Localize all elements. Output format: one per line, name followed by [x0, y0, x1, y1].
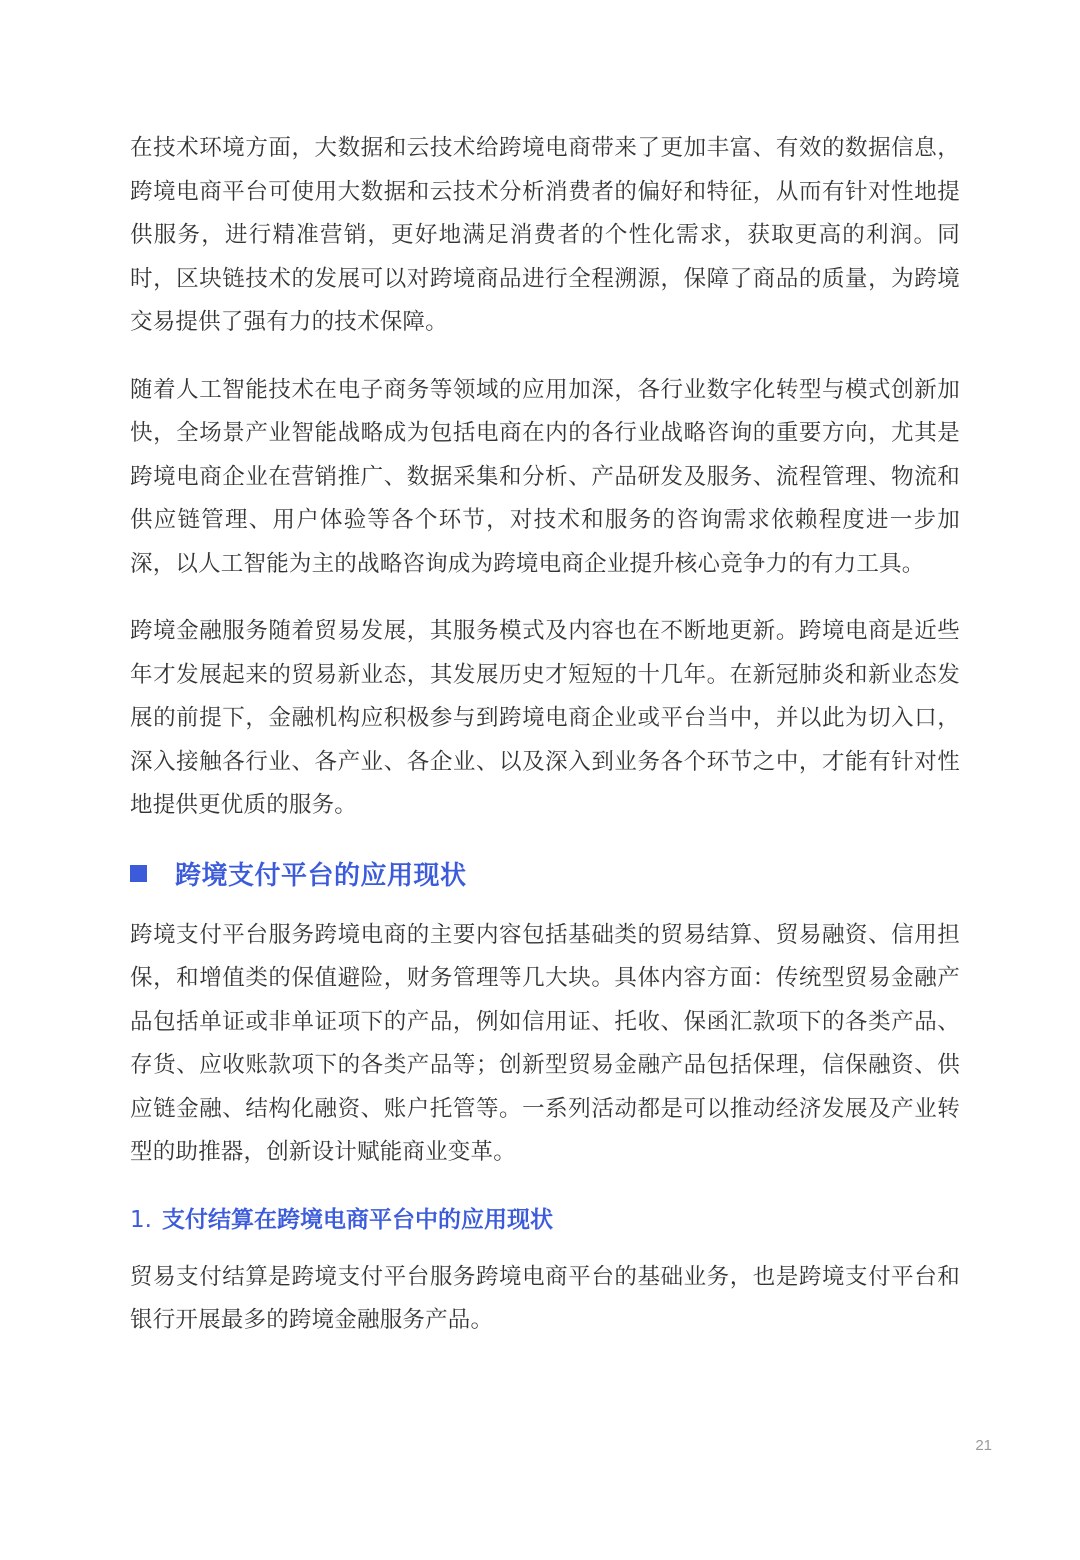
body-paragraph-cross-border-finance: 跨境金融服务随着贸易发展，其服务模式及内容也在不断地更新。跨境电商是近些年才发展起来的贸易新业态，其发展历史才短短的十几年。在新冠肺炎和新业态发展的前提下，金融机构应积极参与到跨境电商企业或平台当中，并以此为切入口，深入接触各行业、各产业、各企业、以及深入到业务各个环节之中，才能有针对性地提供更优质的服务。 [130, 618, 960, 818]
body-paragraph-ai-consulting: 随着人工智能技术在电子商务等领域的应用加深，各行业数字化转型与模式创新加快，全场景产业智能战略成为包括电商在内的各行业战略咨询的重要方向，尤其是跨境电商企业在营销推广、数据采集和分析、产品研发及服务、流程管理、物流和供应链管理、用户体验等各个环节，对技术和服务的咨询需求依赖程度进一步加深，以人工智能为主的战略咨询成为跨境电商企业提升核心竞争力的有力工具。 [130, 376, 960, 577]
subsection-heading [130, 1199, 960, 1242]
subsection-number: 1. [130, 1206, 152, 1233]
section-paragraph: 跨境支付平台服务跨境电商的主要内容包括基础类的贸易结算、贸易融资、信用担保，和增值类的保值避险，财务管理等几大块。具体内容方面：传统型贸易金融产品包括单证或非单证项下的产品，例如信用证、托收、保函汇款项下的各类产品、存货、应收账款项下的各类产品等；创新型贸易金融产品包括保理，信保融资、供应链金融、结构化融资、账户托管等。一系列活动都是可以推动经济发展及产业转型的助推器，创新设计赋能商业变革。 [130, 921, 960, 1165]
page-number: 21 [975, 1437, 992, 1454]
square-bullet-icon [130, 865, 147, 882]
subsection-paragraph: 贸易支付结算是跨境支付平台服务跨境电商平台的基础业务，也是跨境支付平台和银行开展最多的跨境金融服务产品。 [130, 1263, 960, 1333]
section-heading [130, 852, 960, 896]
document-page [130, 127, 960, 1367]
section-title: 跨境支付平台的应用现状 [175, 861, 467, 891]
subsection-title: 支付结算在跨境电商平台中的应用现状 [161, 1206, 553, 1233]
body-paragraph-tech-environment: 在技术环境方面，大数据和云技术给跨境电商带来了更加丰富、有效的数据信息，跨境电商平台可使用大数据和云技术分析消费者的偏好和特征，从而有针对性地提供服务，进行精准营销，更好地满足消费者的个性化需求，获取更高的利润。同时，区块链技术的发展可以对跨境商品进行全程溯源，保障了商品的质量，为跨境交易提供了强有力的技术保障。 [130, 135, 960, 335]
